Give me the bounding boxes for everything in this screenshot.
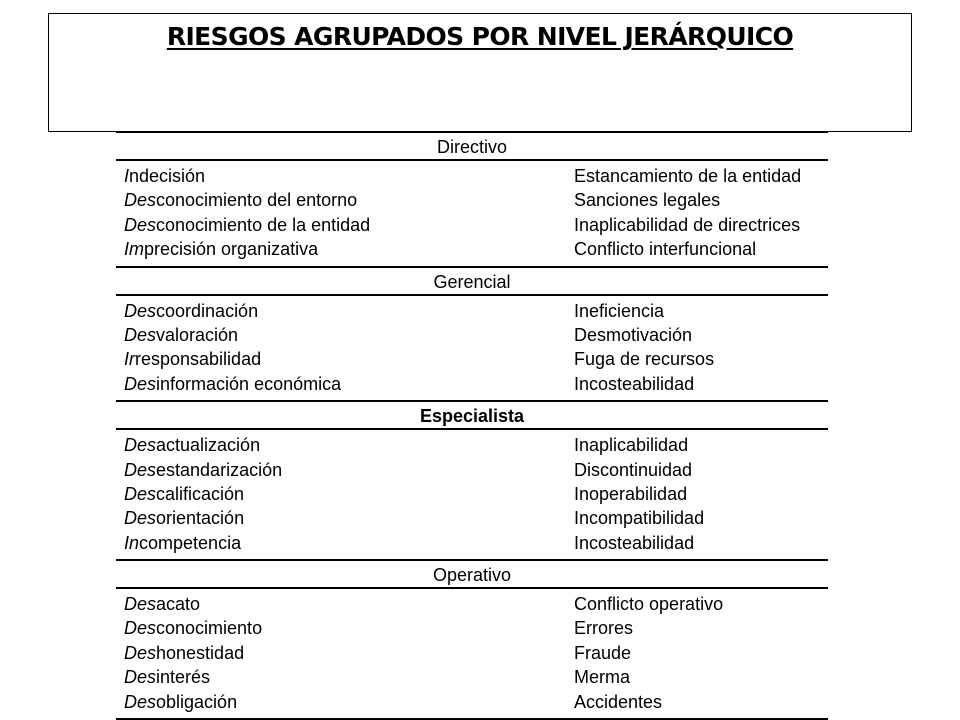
risk-rest: conocimiento del entorno <box>156 190 358 211</box>
table-row <box>116 237 828 261</box>
risk-cell <box>116 616 569 640</box>
table-row <box>116 690 828 714</box>
table-row <box>116 458 828 482</box>
section-header: Operativo <box>432 565 512 586</box>
table-row <box>116 372 828 396</box>
table-row <box>116 665 828 689</box>
risk-cell <box>116 458 569 482</box>
risk-cell <box>116 690 569 714</box>
risk-rest: valoración <box>156 324 239 345</box>
risk-prefix: Des <box>124 459 157 480</box>
risk-rest: honestidad <box>156 642 245 663</box>
section-header: Directivo <box>436 137 507 157</box>
risk-rest: precisión organizativa <box>144 239 319 260</box>
page-title: RIESGOS AGRUPADOS POR NIVEL JERÁRQUICO <box>166 22 794 51</box>
risk-rest: calificación <box>156 483 245 504</box>
risk-rest: competencia <box>139 532 242 553</box>
risk-prefix: Des <box>124 618 157 639</box>
risk-rest: conocimiento de la entidad <box>156 214 371 235</box>
effect-cell: Estancamiento de la entidad <box>574 166 802 186</box>
effect-cell: Discontinuidad <box>574 459 693 480</box>
risk-cell <box>116 237 569 261</box>
risk-prefix: Des <box>124 373 157 394</box>
risk-rest: actualización <box>156 435 261 456</box>
risk-prefix: Des <box>124 508 157 529</box>
effect-cell: Accidentes <box>574 691 663 712</box>
risk-prefix: Des <box>124 667 157 688</box>
section-rows <box>116 161 828 266</box>
table-row <box>116 641 828 665</box>
effect-cell: Incompatibilidad <box>574 508 705 529</box>
effect-cell: Incosteabilidad <box>574 373 695 394</box>
table-row <box>116 323 828 347</box>
section-rows <box>116 430 828 559</box>
risk-rest: estandarización <box>156 459 283 480</box>
table-row <box>116 616 828 640</box>
risk-cell <box>116 506 569 530</box>
risk-rest: coordinación <box>156 300 259 321</box>
risk-cell <box>116 299 569 323</box>
risk-prefix: Des <box>124 214 157 235</box>
table-row <box>116 213 828 237</box>
effect-cell: Inaplicabilidad <box>574 435 689 456</box>
section-rows <box>116 589 828 718</box>
risk-cell <box>116 531 569 555</box>
table-row <box>116 188 828 212</box>
risk-cell <box>116 164 569 188</box>
risk-cell <box>116 665 569 689</box>
risk-table <box>116 132 828 720</box>
risk-rest: orientación <box>156 508 245 529</box>
effect-cell: Conflicto interfuncional <box>574 239 757 260</box>
effect-cell: Conflicto operativo <box>574 594 724 615</box>
risk-prefix: Des <box>124 642 157 663</box>
effect-cell: Merma <box>574 667 631 688</box>
risk-prefix: Des <box>124 324 157 345</box>
risk-cell <box>116 372 569 396</box>
table-row <box>116 592 828 616</box>
table-row <box>116 347 828 371</box>
risk-cell <box>116 213 569 237</box>
risk-cell <box>116 347 569 371</box>
risk-rest: información económica <box>156 373 342 394</box>
risk-cell <box>116 592 569 616</box>
risk-cell <box>116 433 569 457</box>
risk-prefix: Des <box>124 594 157 615</box>
effect-cell: Sanciones legales <box>574 190 721 211</box>
risk-rest: interés <box>156 667 211 688</box>
risk-rest: conocimiento <box>156 618 263 639</box>
title-box <box>48 13 912 132</box>
effect-cell: Fraude <box>574 642 632 663</box>
effect-cell: Fuga de recursos <box>574 349 715 370</box>
table-row <box>116 506 828 530</box>
section-header: Gerencial <box>433 271 511 292</box>
risk-prefix: Im <box>124 239 144 260</box>
risk-prefix: Des <box>124 190 157 211</box>
risk-prefix: Des <box>124 435 157 456</box>
effect-cell: Desmotivación <box>574 324 693 345</box>
risk-prefix: Des <box>124 300 157 321</box>
risk-cell <box>116 641 569 665</box>
section-header: Especialista <box>419 406 525 427</box>
risk-prefix: Des <box>124 483 157 504</box>
risk-prefix: In <box>124 532 140 553</box>
effect-cell: Incosteabilidad <box>574 532 695 553</box>
effect-cell: Errores <box>574 618 634 639</box>
effect-cell: Inaplicabilidad de directrices <box>574 214 801 235</box>
risk-rest: acato <box>156 594 201 615</box>
risk-prefix: Ir <box>124 349 135 370</box>
section-rows <box>116 296 828 401</box>
table-row <box>116 482 828 506</box>
risk-cell <box>116 323 569 347</box>
table-row <box>116 164 828 188</box>
table-row <box>116 531 828 555</box>
risk-rest: responsabilidad <box>135 349 262 370</box>
risk-cell <box>116 482 569 506</box>
table-row <box>116 299 828 323</box>
risk-rest: obligación <box>156 691 238 712</box>
effect-cell: Inoperabilidad <box>574 483 688 504</box>
risk-rest: ndecisión <box>129 166 206 186</box>
risk-prefix: I <box>124 166 130 186</box>
effect-cell: Ineficiencia <box>574 300 665 321</box>
table-row <box>116 433 828 457</box>
risk-prefix: Des <box>124 691 157 712</box>
risk-cell <box>116 188 569 212</box>
